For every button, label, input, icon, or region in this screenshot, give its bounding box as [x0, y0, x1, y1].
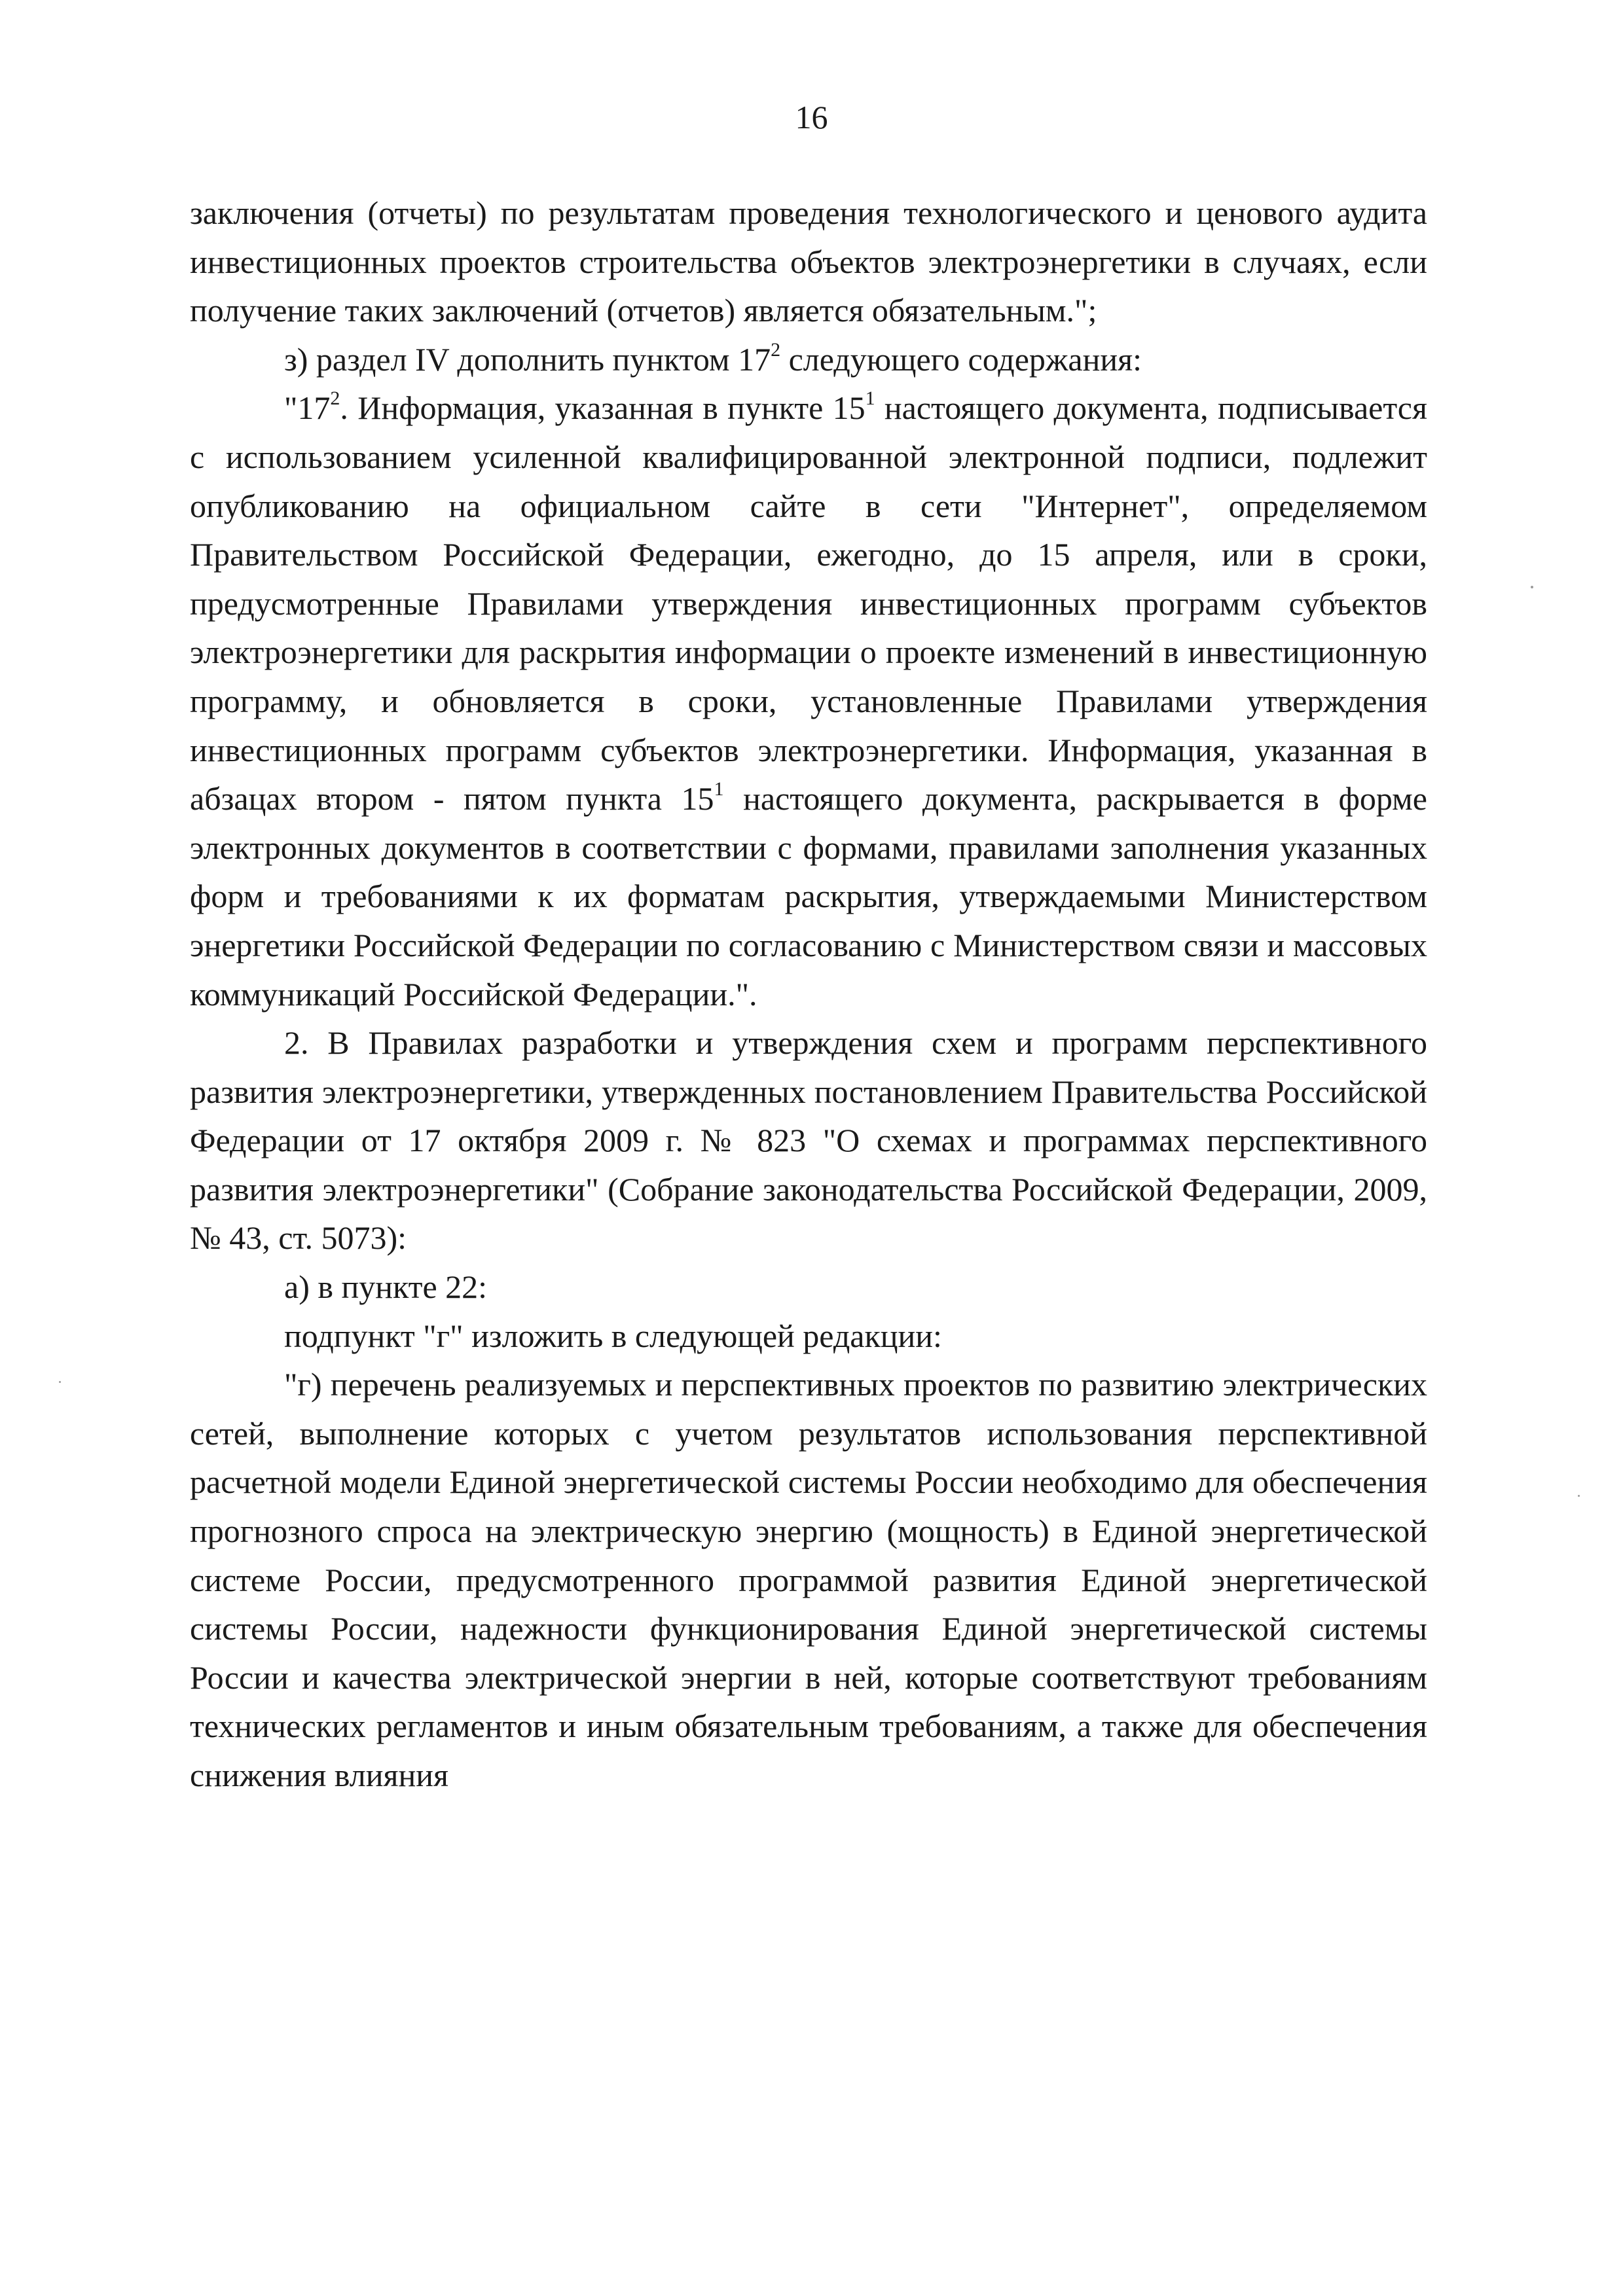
paragraph-text: настоящего документа, раскрывается в форме электронных документов в соответствии с формами, правилами заполнения указанных форм и требованиями к их форматам раскрытия, утверждаемыми Министерством энергетики Российской Федерации по согласованию с Министерством связи и массовых коммуникаций Российской Федерации.". — [190, 780, 1427, 1013]
paragraph-conclusions: заключения (отчеты) по результатам проведения технологического и ценового аудита инвестиционных проектов строительства объектов электроэнергетики в случаях, если получение таких заключений (отчетов) является обязательным."; — [190, 194, 1427, 329]
paragraph-text: следующего содержания: — [780, 340, 1142, 378]
paragraph-text: настоящего документа, подписывается с использованием усиленной квалифицированной электронной подписи, подлежит опубликованию на официальном сайте в сети "Интернет", определяемом Правительством Российской Федерации, ежегодно, до 15 апреля, или в сроки, предусмотренные Правилами утверждения инвестиционных программ субъектов электроэнергетики для раскрытия информации о проекте изменений в инвестиционную программу, и обновляется в сроки, установленные Правилами утверждения инвестиционных программ субъектов электроэнергетики. Информация, указанная в абзацах втором - пятом пункта 15 — [190, 389, 1427, 817]
scan-speck — [1531, 586, 1533, 588]
document-body — [190, 188, 1427, 1800]
paragraph-item-17-2 — [190, 384, 1427, 1018]
paragraph-subitem-g-text: "г) перечень реализуемых и перспективных проектов по развитию электрических сетей, выполнение которых с учетом результатов использования перспективной расчетной модели Единой энергетической системы России необходимо для обеспечения прогнозного спроса на электрическую энергию (мощность) в Единой энергетической системе России, предусмотренного программой развития Единой энергетической системы России, надежности функционирования Единой энергетической системы России и качества электрической энергии в ней, которые соответствуют требованиям технических регламентов и иным обязательным требованиям, а также для обеспечения снижения влияния — [190, 1366, 1427, 1793]
scan-speck — [1578, 1495, 1580, 1497]
paragraph-text: "17 — [284, 389, 331, 427]
paragraph-text: з) раздел IV дополнить пунктом 17 — [284, 340, 771, 378]
scan-speck — [59, 1381, 61, 1383]
page-number: 16 — [795, 99, 828, 135]
superscript: 2 — [330, 387, 340, 410]
superscript: 2 — [771, 338, 781, 361]
paragraph-item-22: а) в пункте 22: — [284, 1268, 488, 1306]
paragraph-section-2-rules: 2. В Правилах разработки и утверждения схем и программ перспективного развития электроэнергетики, утвержденных постановлением Правительства Российской Федерации от 17 октября 2009 г. № 823 "О схемах и программах перспективного развития электроэнергетики" (Собрание законодательства Российской Федерации, 2009, № 43, ст. 5073): — [190, 1024, 1427, 1257]
paragraph-amend-section-iv — [190, 335, 1427, 384]
superscript: 1 — [714, 778, 724, 800]
superscript: 1 — [865, 387, 875, 410]
paragraph-text: . Информация, указанная в пункте 15 — [340, 389, 866, 427]
paragraph-subitem-g-intro: подпункт "г" изложить в следующей редакции: — [284, 1317, 942, 1354]
